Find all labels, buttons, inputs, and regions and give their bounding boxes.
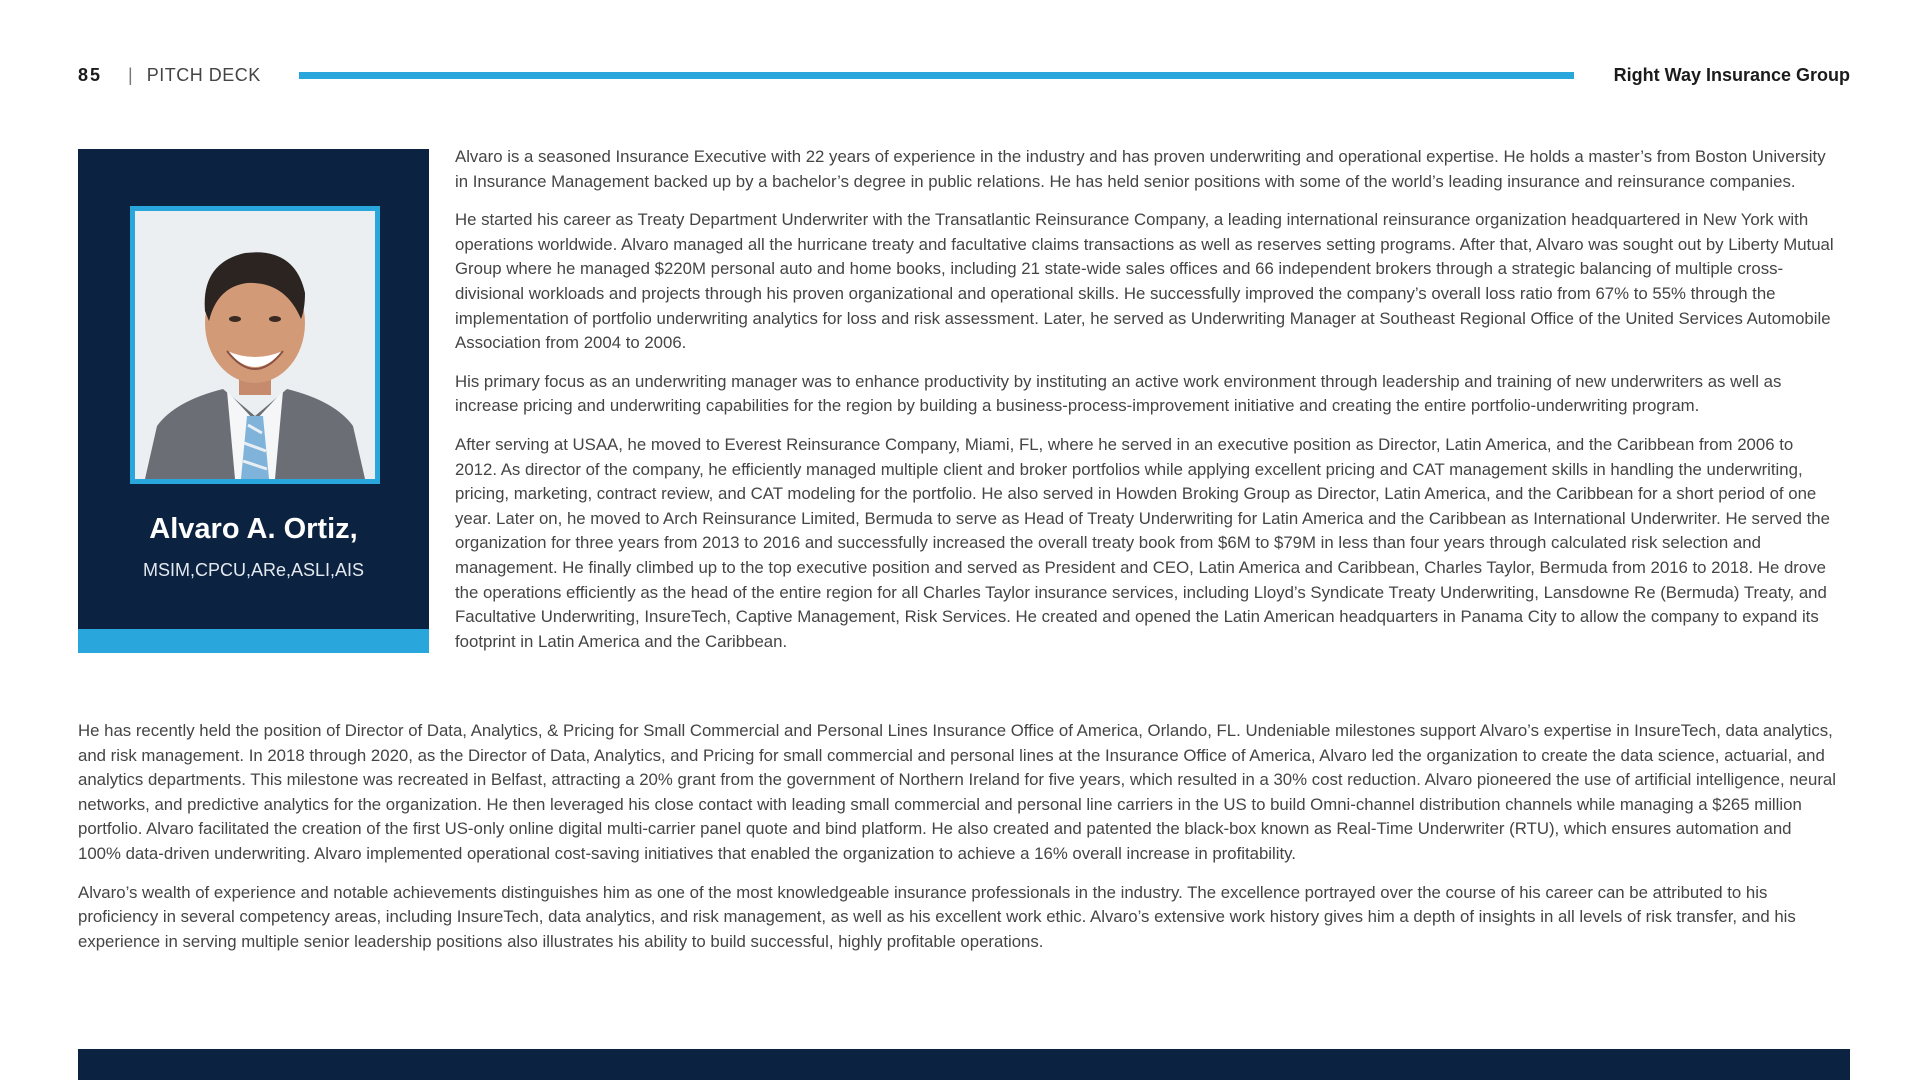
portrait-illustration [135,211,375,479]
profile-credentials: MSIM,CPCU,ARe,ASLI,AIS [142,560,365,580]
page-number: 85 [78,64,103,85]
bio-paragraph: After serving at USAA, he moved to Everest Reinsurance Company, Miami, FL, where he served in an executive position as Director, Latin America, and the Caribbean from 2006 to 2012. As director of the company, he efficiently managed multiple client and broker portfolios while applying excellent pricing and CAT management skills in handling the underwriting, pricing, marketing, contract review, and CAT modeling for the portfolio. He also served in Howden Broking Group as Director, Latin America, and the Caribbean for a short period of one year. Later on, he moved to Arch Reinsurance Limited, Bermuda to serve as Head of Treaty Underwriting for Latin America and the Caribbean as International Underwriter. He served the organization for three years from 2013 to 2016 and successfully increased the overall treaty book from $6M to $79M in less than four years through calculated risk selection and management. He finally climbed up to the top executive position and served as President and CEO, Latin America and Caribbean, Charles Taylor, Bermuda from 2016 to 2018. He drove the operations efficiently as the head of the entire region for all Charles Taylor insurance services, including Lloyd’s Syndicate Treaty Underwriting, Lansdowne Re (Bermuda) Treaty, and Facultative Underwriting, InsureTech, Captive Management, Risk Services. He created and opened the Latin American headquarters in Panama City to allow the company to expand its footprint in Latin America and the Caribbean. [455,434,1830,651]
bio-paragraph: His primary focus as an underwriting manager was to enhance productivity by instituting an active work environment through leadership and training of new underwriters as well as increase pricing and underwriting capabilities for the region by building a business-process-improvement initiative and creating the entire portfolio-underwriting program. [455,371,1782,416]
footer-bar [78,1049,1850,1080]
bio-paragraph: Alvaro’s wealth of experience and notable achievements distinguishes him as one of the most knowledgeable insurance professionals in the industry. The excellence portrayed over the course of his career can be attributed to his proficiency in several competency areas, including InsureTech, data analytics, and risk management, as well as his excellent work ethic. Alvaro’s extensive work history gives him a depth of insights in all levels of risk transfer, and his experience in serving multiple senior leadership positions also illustrates his ability to build successful, highly profitable operations. [78,882,1796,951]
brand-name: Right Way Insurance Group [1613,64,1850,85]
profile-name: Alvaro A. Ortiz, [149,513,358,545]
section-label: PITCH DECK [146,64,261,85]
profile-photo [130,206,380,484]
bio-paragraph: He started his career as Treaty Department Underwriter with the Transatlantic Reinsurance Company, a leading international reinsurance organization headquartered in New York with operations worldwide. Alvaro managed all the hurricane treaty and facultative claims transactions as well as reserves setting programs. After that, Alvaro was sought out by Liberty Mutual Group where he managed $220M personal auto and home books, including 21 state-wide sales offices and 66 independent brokers through a strategic balancing of multiple cross-divisional workloads and projects through his proven organizational and operational skills. He successfully improved the company’s overall loss ratio from 67% to 55% through the implementation of portfolio underwriting analytics for loss and risk assessment. Later, he served as Underwriting Manager at Southeast Regional Office of the United Services Automobile Association from 2004 to 2006. [455,210,1834,353]
bio-lower [78,719,1838,968]
header-separator: | [128,64,133,85]
page-header [78,60,1850,90]
profile-card-accent-strip [78,629,429,653]
profile-card [78,149,429,629]
header-rule [299,72,1574,79]
bio-paragraph: He has recently held the position of Director of Data, Analytics, & Pricing for Small Commercial and Personal Lines Insurance Office of America, Orlando, FL. Undeniable milestones support Alvaro’s expertise in InsureTech, data analytics, and risk management. In 2018 through 2020, as the Director of Data, Analytics, and Pricing for small commercial and personal lines at the Insurance Office of America, Alvaro led the organization to create the data science, actuarial, and analytics departments. This milestone was recreated in Belfast, attracting a 20% grant from the government of Northern Ireland for five years, which resulted in a 30% cost reduction. Alvaro pioneered the use of artificial intelligence, neural networks, and predictive analytics for the organization. He then leveraged his close contact with leading small commercial and personal line carriers in the US to build Omni-channel distribution channels while managing a $265 million portfolio. Alvaro facilitated the creation of the first US-only online digital multi-carrier panel quote and bind platform. He also created and patented the black-box known as Real-Time Underwriter (RTU), which ensures automation and 100% data-driven underwriting. Alvaro implemented operational cost-saving initiatives that enabled the organization to achieve a 16% overall increase in profitability. [78,721,1836,863]
bio-paragraph: Alvaro is a seasoned Insurance Executive with 22 years of experience in the industry and has proven underwriting and operational expertise. He holds a master’s from Boston University in Insurance Management backed up by a bachelor’s degree in public relations. He has held senior positions with some of the world’s leading insurance and reinsurance companies. [455,147,1826,191]
bio-upper [455,145,1835,668]
